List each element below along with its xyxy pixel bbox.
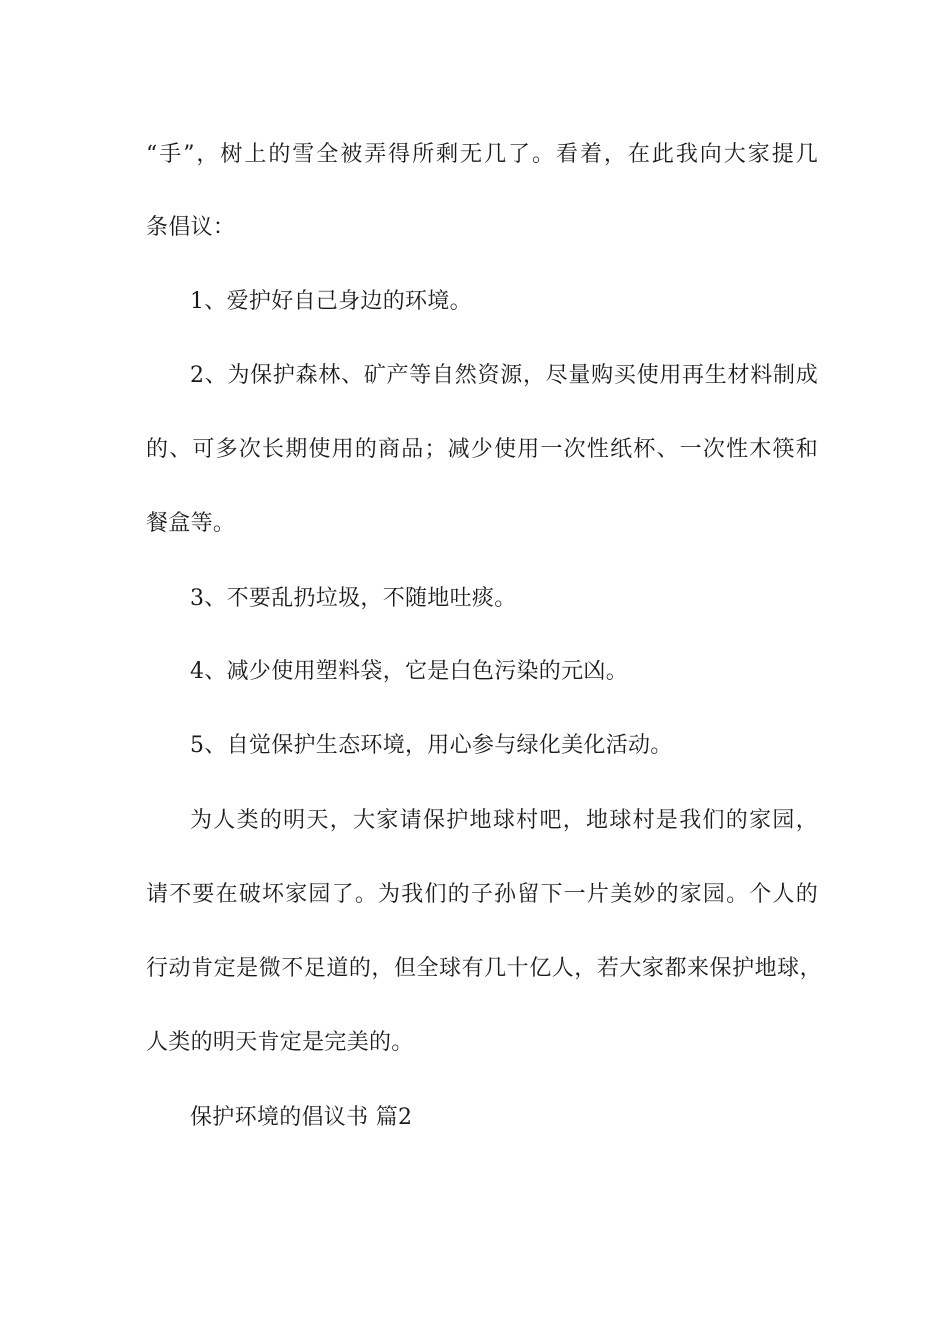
list-item: 4、减少使用塑料袋，它是白色污染的元凶。 (190, 659, 628, 684)
section-heading: 保护环境的倡议书 篇2 (190, 1105, 413, 1130)
text-line: 条倡议： (146, 215, 236, 240)
list-item: 1、爱护好自己身边的环境。 (190, 289, 472, 314)
text-line: 行动肯定是微不足道的，但全球有几十亿人，若大家都来保护地球， (146, 956, 822, 981)
text-line: “手”，树上的雪全被弄得所剩无几了。看着，在此我向大家提几 (146, 142, 818, 167)
text-line: 为人类的明天，大家请保护地球村吧，地球村是我们的家园， (190, 808, 818, 833)
list-item: 5、自觉保护生态环境，用心参与绿化美化活动。 (190, 733, 673, 758)
text-line: 人类的明天肯定是完美的。 (146, 1030, 414, 1055)
list-item: 3、不要乱扔垃圾，不随地吐痰。 (190, 586, 517, 611)
text-line: 请不要在破坏家园了。为我们的子孙留下一片美妙的家园。个人的 (146, 882, 818, 907)
text-line: 餐盒等。 (146, 511, 236, 536)
list-item: 2、为保护森林、矿产等自然资源，尽量购买使用再生材料制成 (190, 363, 818, 388)
text-line: 的、可多次长期使用的商品；减少使用一次性纸杯、一次性木筷和 (146, 437, 818, 462)
